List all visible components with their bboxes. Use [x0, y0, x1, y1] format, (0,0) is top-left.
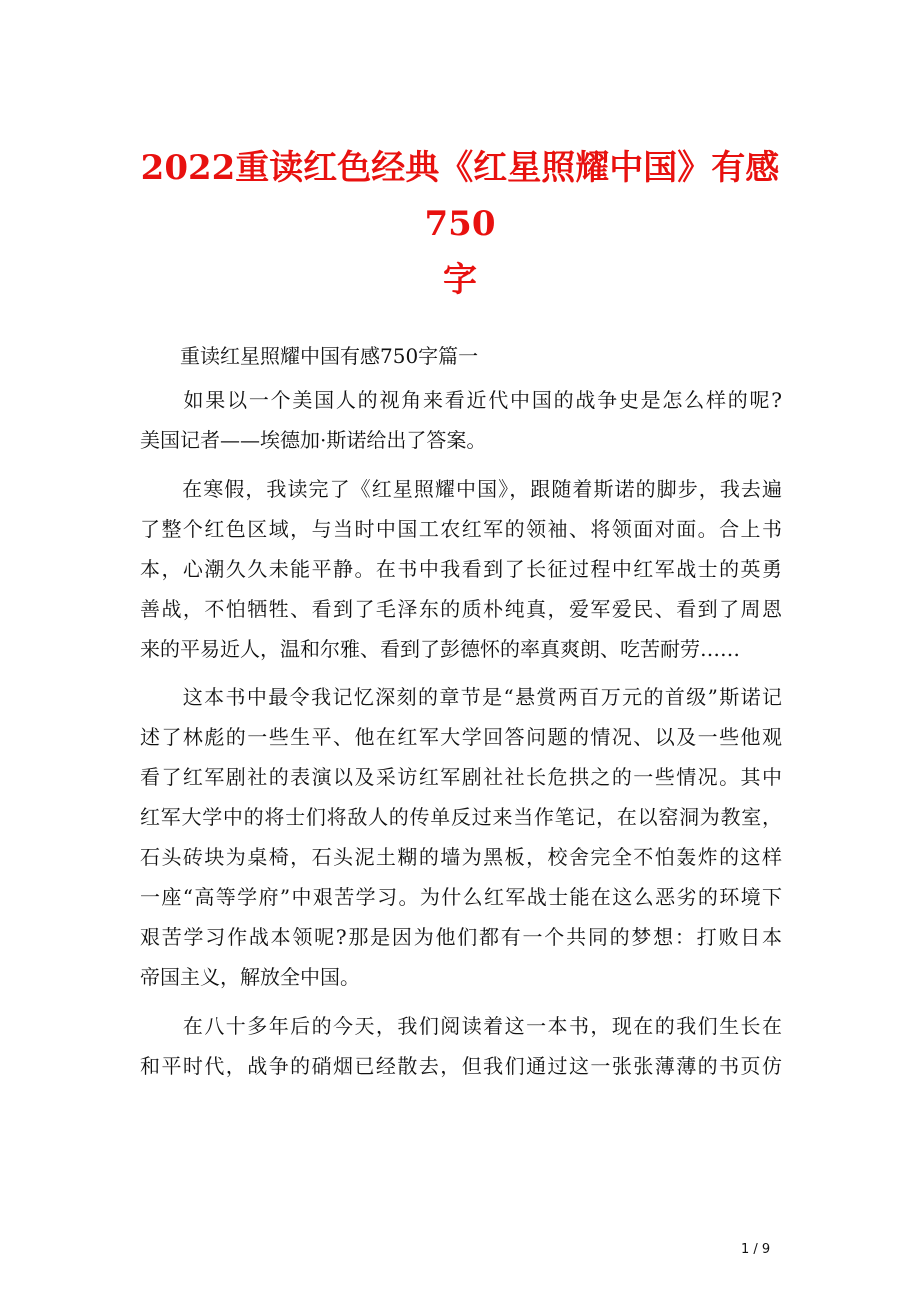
text-line: 了整个红色区域，与当时中国工农红军的领袖、将领面对面。合上书	[140, 517, 782, 541]
text-line: 和平时代，战争的硝烟已经散去，但我们通过这一张张薄薄的书页仿	[140, 1054, 782, 1078]
page-number: 1 / 9	[741, 1242, 771, 1257]
title-line-1: 2022重读红色经典《红星照耀中国》有感750	[140, 148, 780, 244]
text-line: 一座“高等学府”中艰苦学习。为什么红军战士能在这么恶劣的环境下	[140, 885, 782, 909]
text-line: 石头砖块为桌椅，石头泥土糊的墙为黑板，校舍完全不怕轰炸的这样	[140, 845, 782, 869]
text-line: 在八十多年后的今天，我们阅读着这一本书，现在的我们生长在	[140, 1014, 782, 1038]
paragraph	[140, 380, 782, 460]
text-line: 红军大学中的将士们将敌人的传单反过来当作笔记，在以窑洞为教室，	[140, 805, 782, 829]
document-title	[120, 140, 800, 308]
document-body	[140, 336, 782, 376]
text-line: 本，心潮久久未能平静。在书中我看到了长征过程中红军战士的英勇	[140, 557, 782, 581]
paragraph	[140, 677, 782, 997]
text-line: 善战，不怕牺牲、看到了毛泽东的质朴纯真，爱军爱民、看到了周恩	[140, 597, 782, 621]
text-line: 艰苦学习作战本领呢?那是因为他们都有一个共同的梦想：打败日本	[140, 925, 782, 949]
paragraphs	[140, 380, 782, 1086]
text-line: 看了红军剧社的表演以及采访红军剧社社长危拱之的一些情况。其中	[140, 765, 782, 789]
paragraph	[140, 1006, 782, 1086]
text-line: 来的平易近人，温和尔雅、看到了彭德怀的率真爽朗、吃苦耐劳……	[140, 637, 740, 661]
text-line: 这本书中最令我记忆深刻的章节是“悬赏两百万元的首级”斯诺记	[140, 685, 782, 709]
paragraph	[140, 469, 782, 669]
text-line: 在寒假，我读完了《红星照耀中国》，跟随着斯诺的脚步，我去遍	[140, 477, 782, 501]
text-line: 美国记者——埃德加·斯诺给出了答案。	[140, 428, 487, 452]
text-line: 述了林彪的一些生平、他在红军大学回答问题的情况、以及一些他观	[140, 725, 782, 749]
text-line: 如果以一个美国人的视角来看近代中国的战争史是怎么样的呢?	[140, 388, 782, 412]
subheading: 重读红星照耀中国有感750字篇一	[180, 344, 479, 368]
title-line-2: 字	[443, 260, 477, 300]
text-line: 帝国主义，解放全中国。	[140, 965, 360, 989]
